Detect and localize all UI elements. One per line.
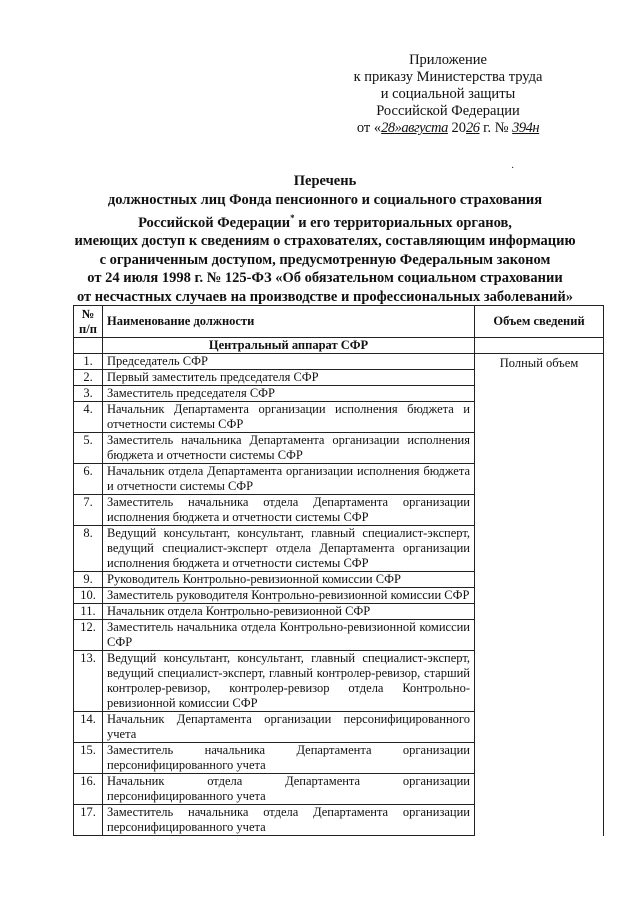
section-volume-cell — [475, 338, 604, 354]
row-position-name: Начальник отдела Департамента организации персонифицированного учета — [103, 774, 475, 805]
title-line-4: имеющих доступ к сведениям о страхователях, составляющим информацию — [74, 233, 576, 250]
row-number: 13. — [74, 651, 103, 712]
row-position-name: Заместитель начальника отдела Департамента организации исполнения бюджета и отчетности системы СФР — [103, 495, 475, 526]
row-number: 11. — [74, 604, 103, 620]
row-position-name: Начальник отдела Контрольно-ревизионной СФР — [103, 604, 475, 620]
row-number: 1. — [74, 354, 103, 370]
section-num-cell — [74, 338, 103, 354]
row-number: 15. — [74, 743, 103, 774]
row-number: 10. — [74, 588, 103, 604]
title-line-3-tail: и его территориальных органов, — [294, 214, 512, 231]
appendix-country: Российской Федерации — [376, 103, 520, 119]
positions-table — [73, 305, 604, 836]
title-line-2: должностных лиц Фонда пенсионного и социального страхования — [107, 191, 543, 208]
row-number: 16. — [74, 774, 103, 805]
title-line-6: от 24 июля 1998 г. № 125-ФЗ «Об обязательном социальном страховании — [87, 270, 563, 287]
title-line-7: от несчастных случаев на производстве и профессиональных заболеваний» — [76, 288, 574, 305]
row-position-name: Заместитель начальника Департамента организации персонифицированного учета — [103, 743, 475, 774]
appendix-order-ref: к приказу Министерства труда — [353, 69, 543, 85]
order-number: 394н — [512, 120, 540, 136]
row-number: 6. — [74, 464, 103, 495]
row-number: 2. — [74, 370, 103, 386]
row-position-name: Председатель СФР — [103, 354, 475, 370]
appendix-date-line — [328, 120, 568, 137]
title-line-3-text: Российской Федерации — [138, 214, 291, 231]
date-mid: г. № — [479, 120, 513, 136]
title-line-5: с ограниченным доступом, предусмотренную Федеральным законом — [99, 251, 551, 268]
date-year-prefix: 20 — [447, 120, 467, 136]
row-position-name: Заместитель председателя СФР — [103, 386, 475, 402]
row-position-name: Начальник Департамента организации персонифицированного учета — [103, 712, 475, 743]
table-header-row — [74, 306, 604, 338]
table-body — [74, 338, 604, 836]
row-position-name: Первый заместитель председателя СФР — [103, 370, 475, 386]
row-position-name: Заместитель начальника Департамента организации исполнения бюджета и отчетности системы СФР — [103, 433, 475, 464]
date-year: 26 — [466, 120, 480, 136]
date-prefix: от « — [356, 120, 382, 136]
row-number: 12. — [74, 620, 103, 651]
appendix-label: Приложение — [409, 52, 487, 68]
volume-cell: Полный объем — [475, 354, 604, 836]
row-position-name: Заместитель начальника отдела Департамента организации персонифицированного учета — [103, 805, 475, 836]
header-name: Наименование должности — [103, 306, 475, 338]
row-number: 14. — [74, 712, 103, 743]
table-row — [74, 354, 604, 370]
appendix-ministry-line: и социальной защиты — [380, 86, 516, 102]
row-number: 8. — [74, 526, 103, 572]
row-position-name: Начальник Департамента организации исполнения бюджета и отчетности системы СФР — [103, 402, 475, 433]
date-day: 28 — [381, 120, 395, 136]
row-position-name: Ведущий консультант, консультант, главный специалист-эксперт, ведущий специалист-эксперт, главный контролер-ревизор, старший контролер-ревизор, контролер-ревизор отдела Контрольно-ревизионной комиссии СФР — [103, 651, 475, 712]
row-number: 5. — [74, 433, 103, 464]
row-number: 7. — [74, 495, 103, 526]
appendix-header — [328, 52, 568, 137]
row-position-name: Руководитель Контрольно-ревизионной комиссии СФР — [103, 572, 475, 588]
row-number: 4. — [74, 402, 103, 433]
title-line-3 — [30, 209, 620, 232]
row-position-name: Начальник отдела Департамента организации исполнения бюджета и отчетности системы СФР — [103, 464, 475, 495]
document-title — [30, 172, 620, 306]
section-row — [74, 338, 604, 354]
header-volume: Объем сведений — [475, 306, 604, 338]
row-number: 3. — [74, 386, 103, 402]
row-position-name: Заместитель начальника отдела Контрольно-ревизионной комиссии СФР — [103, 620, 475, 651]
stray-mark: · — [511, 163, 515, 174]
title-line-1: Перечень — [293, 173, 357, 189]
row-position-name: Заместитель руководителя Контрольно-ревизионной комиссии СФР — [103, 588, 475, 604]
row-number: 9. — [74, 572, 103, 588]
date-month: »августа — [394, 120, 448, 136]
row-position-name: Ведущий консультант, консультант, главный специалист-эксперт, ведущий специалист-эксперт отдела Департамента организации исполнения бюджета и отчетности системы СФР — [103, 526, 475, 572]
row-number: 17. — [74, 805, 103, 836]
header-num: № п/п — [74, 306, 103, 338]
section-title: Центральный аппарат СФР — [103, 338, 475, 354]
footnote-mark: * — [290, 213, 295, 223]
